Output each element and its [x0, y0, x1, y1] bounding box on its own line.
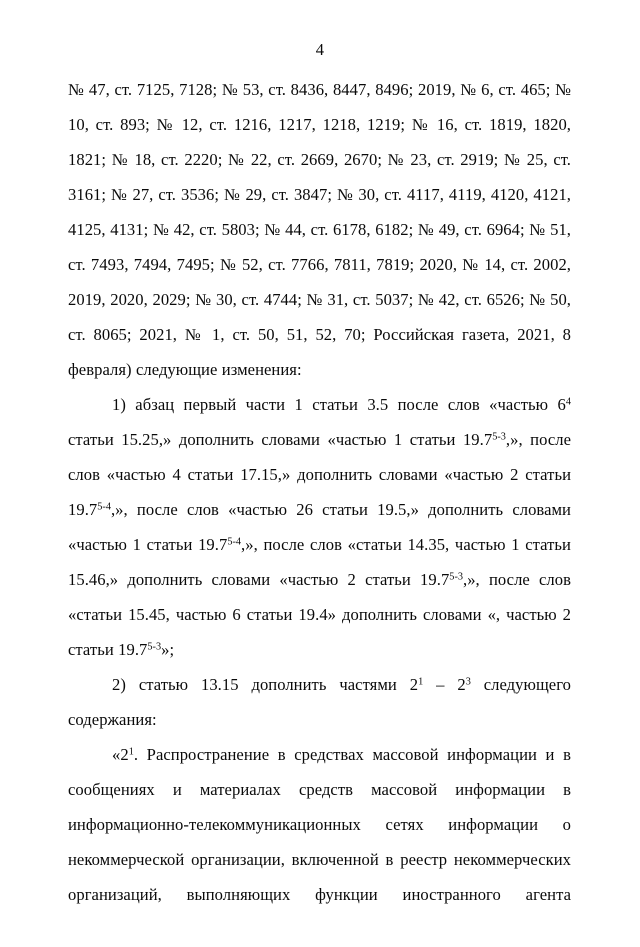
page-body	[68, 72, 571, 947]
paragraph-item-1: 1) абзац первый части 1 статьи 3.5 после слов «частью $6^4$ статьи 15.25,» дополнить словами «частью 1 статьи 19.7$^{5-3}$,», после слов «частью 4 статьи 17.15,» дополнить словами «частью 2 статьи 19.7$^{5-4}$,», после слов «частью 26 статьи 19.5,» дополнить словами «частью 1 статьи 19.7$^{5-4}$,», после слов «статьи 14.35, частью 1 статьи 15.46,» дополнить словами «частью 2 статьи 19.7$^{5-3}$,», после слов «статьи 15.45, частью 6 статьи 19.4» дополнить словами «, частью 2 статьи 19.7$^{5-3}$»;	[68, 395, 571, 659]
paragraph-item-2: 2) статью 13.15 дополнить частями $2^1 - 2^3$ следующего содержания:	[68, 675, 571, 729]
superscript: 1	[128, 746, 134, 758]
page-number: 4	[315, 40, 325, 59]
superscript: 5-4	[227, 536, 242, 548]
superscript: 4	[565, 396, 571, 408]
superscript: 5-4	[97, 501, 111, 513]
superscript: 5-3	[449, 571, 464, 583]
superscript: 5-3	[492, 431, 506, 443]
superscript: 3	[465, 676, 471, 688]
paragraph-citation-list: № 47, ст. 7125, 7128; № 53, ст. 8436, 8447, 8496; 2019, № 6, ст. 465; № 10, ст. 893; № 12, ст. 1216, 1217, 1218, 1219; № 16, ст. 1819, 1820, 1821; № 18, ст. 2220; № 22, ст. 2669, 2670; № 23, ст. 2919; № 25, ст. 3161; № 27, ст. 3536; № 29, ст. 3847; № 30, ст. 4117, 4119, 4120, 4121, 4125, 4131; № 42, ст. 5803; № 44, ст. 6178, 6182; № 49, ст. 6964; № 51, ст. 7493, 7494, 7495; № 52, ст. 7766, 7811, 7819; 2020, № 14, ст. 2002, 2019, 2020, 2029; № 30, ст. 4744; № 31, ст. 5037; № 42, ст. 6526; № 50, ст. 8065; 2021, № 1, ст. 50, 51, 52, 70; Российская газета, 2021, 8 февраля) следующие изменения:	[68, 80, 571, 379]
superscript: 5-3	[147, 641, 162, 653]
paragraph-quoted-part-2-1: «$2^1$. Распространение в средствах массовой информации и в сообщениях и материалах средств массовой информации в информационно-телекоммуникационных сетях информации о некоммерческой организации, включенной в реестр некоммерческих организаций, выполняющих функции иностранного агента	[68, 745, 571, 904]
superscript: 1	[418, 676, 424, 688]
